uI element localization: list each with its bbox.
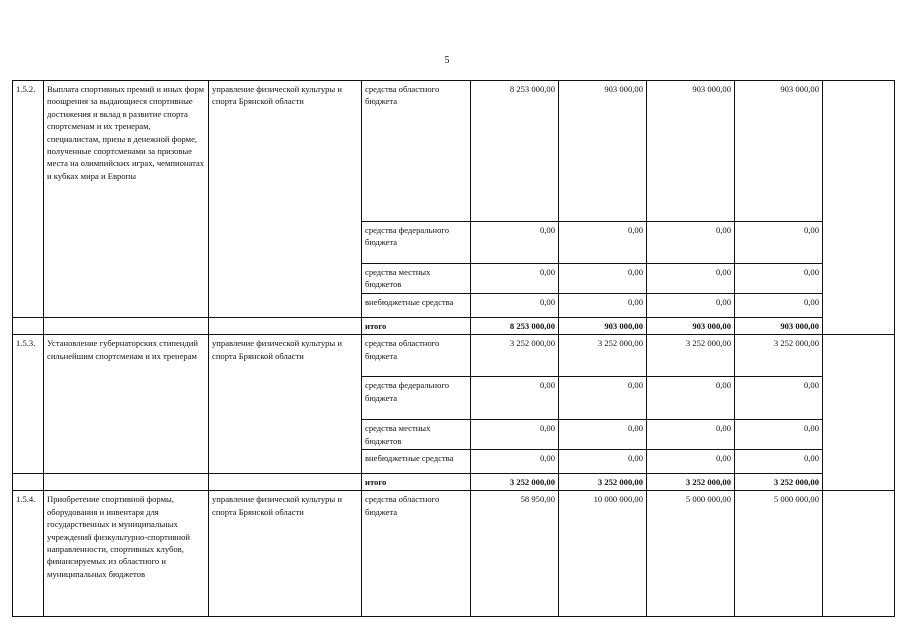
funding-source: средства местных бюджетов xyxy=(362,420,471,450)
table-row xyxy=(13,335,895,377)
amount-cell: 0,00 xyxy=(735,264,823,294)
amount-cell: 0,00 xyxy=(647,450,735,474)
item-executor: управление физической культуры и спорта Брянской области xyxy=(209,491,362,617)
amount-cell: 903 000,00 xyxy=(735,81,823,222)
amount-cell: 0,00 xyxy=(735,222,823,264)
amount-cell: 0,00 xyxy=(559,450,647,474)
amount-cell: 0,00 xyxy=(647,420,735,450)
amount-cell: 0,00 xyxy=(471,420,559,450)
item-number: 1.5.2. xyxy=(13,81,44,318)
amount-cell: 0,00 xyxy=(647,293,735,317)
total-amount: 903 000,00 xyxy=(647,317,735,334)
empty-cell xyxy=(209,474,362,491)
amount-cell: 8 253 000,00 xyxy=(471,81,559,222)
item-executor: управление физической культуры и спорта Брянской области xyxy=(209,81,362,318)
item-name: Выплата спортивных премий и иных форм поощрения за выдающиеся спортивные достижения и вклад в развитие спорта спортсменам и их тренерам, специалистам, призы в денежной форме, полученные спортсменами за призовые места на олимпийских играх, чемпионатах и кубках мира и Европы xyxy=(44,81,209,318)
total-amount: 3 252 000,00 xyxy=(471,474,559,491)
amount-cell: 0,00 xyxy=(735,377,823,420)
amount-cell: 0,00 xyxy=(735,420,823,450)
amount-cell: 0,00 xyxy=(647,377,735,420)
item-number: 1.5.4. xyxy=(13,491,44,617)
amount-cell: 58 950,00 xyxy=(471,491,559,617)
amount-cell: 5 000 000,00 xyxy=(735,491,823,617)
empty-cell xyxy=(13,474,44,491)
funding-source: средства областного бюджета xyxy=(362,335,471,377)
total-row xyxy=(13,474,895,491)
empty-cell xyxy=(823,81,895,335)
total-amount: 3 252 000,00 xyxy=(647,474,735,491)
funding-source: средства федерального бюджета xyxy=(362,222,471,264)
amount-cell: 0,00 xyxy=(735,450,823,474)
total-amount: 8 253 000,00 xyxy=(471,317,559,334)
empty-cell xyxy=(13,317,44,334)
empty-cell xyxy=(44,474,209,491)
empty-cell xyxy=(823,335,895,491)
funding-source: средства областного бюджета xyxy=(362,491,471,617)
item-name: Приобретение спортивной формы, оборудования и инвентаря для государственных и муниципальных учреждений физкультурно-спортивной направленности, спортивных клубов, финансируемых из областного и муниципальных бюджетов xyxy=(44,491,209,617)
amount-cell: 10 000 000,00 xyxy=(559,491,647,617)
amount-cell: 0,00 xyxy=(471,293,559,317)
page-number: 5 xyxy=(444,55,450,66)
amount-cell: 0,00 xyxy=(471,222,559,264)
amount-cell: 903 000,00 xyxy=(647,81,735,222)
amount-cell: 903 000,00 xyxy=(559,81,647,222)
amount-cell: 0,00 xyxy=(647,222,735,264)
total-label: итого xyxy=(362,317,471,334)
amount-cell: 3 252 000,00 xyxy=(647,335,735,377)
table-row xyxy=(13,491,895,617)
total-row xyxy=(13,317,895,334)
empty-cell xyxy=(209,317,362,334)
funding-source: внебюджетные средства xyxy=(362,293,471,317)
amount-cell: 0,00 xyxy=(559,377,647,420)
total-label: итого xyxy=(362,474,471,491)
amount-cell: 0,00 xyxy=(559,293,647,317)
amount-cell: 5 000 000,00 xyxy=(647,491,735,617)
table-row xyxy=(13,81,895,222)
budget-table xyxy=(12,80,895,617)
total-amount: 903 000,00 xyxy=(735,317,823,334)
amount-cell: 0,00 xyxy=(471,450,559,474)
amount-cell: 0,00 xyxy=(735,293,823,317)
amount-cell: 3 252 000,00 xyxy=(735,335,823,377)
amount-cell: 0,00 xyxy=(471,264,559,294)
funding-source: средства местных бюджетов xyxy=(362,264,471,294)
amount-cell: 0,00 xyxy=(471,377,559,420)
empty-cell xyxy=(44,317,209,334)
item-number: 1.5.3. xyxy=(13,335,44,474)
amount-cell: 0,00 xyxy=(559,264,647,294)
total-amount: 903 000,00 xyxy=(559,317,647,334)
funding-source: средства областного бюджета xyxy=(362,81,471,222)
funding-source: внебюджетные средства xyxy=(362,450,471,474)
amount-cell: 3 252 000,00 xyxy=(559,335,647,377)
amount-cell: 0,00 xyxy=(647,264,735,294)
total-amount: 3 252 000,00 xyxy=(735,474,823,491)
amount-cell: 0,00 xyxy=(559,420,647,450)
item-name: Установление губернаторских стипендий сильнейшим спортсменам и их тренерам xyxy=(44,335,209,474)
funding-source: средства федерального бюджета xyxy=(362,377,471,420)
amount-cell: 0,00 xyxy=(559,222,647,264)
amount-cell: 3 252 000,00 xyxy=(471,335,559,377)
item-executor: управление физической культуры и спорта Брянской области xyxy=(209,335,362,474)
empty-cell xyxy=(823,491,895,617)
total-amount: 3 252 000,00 xyxy=(559,474,647,491)
